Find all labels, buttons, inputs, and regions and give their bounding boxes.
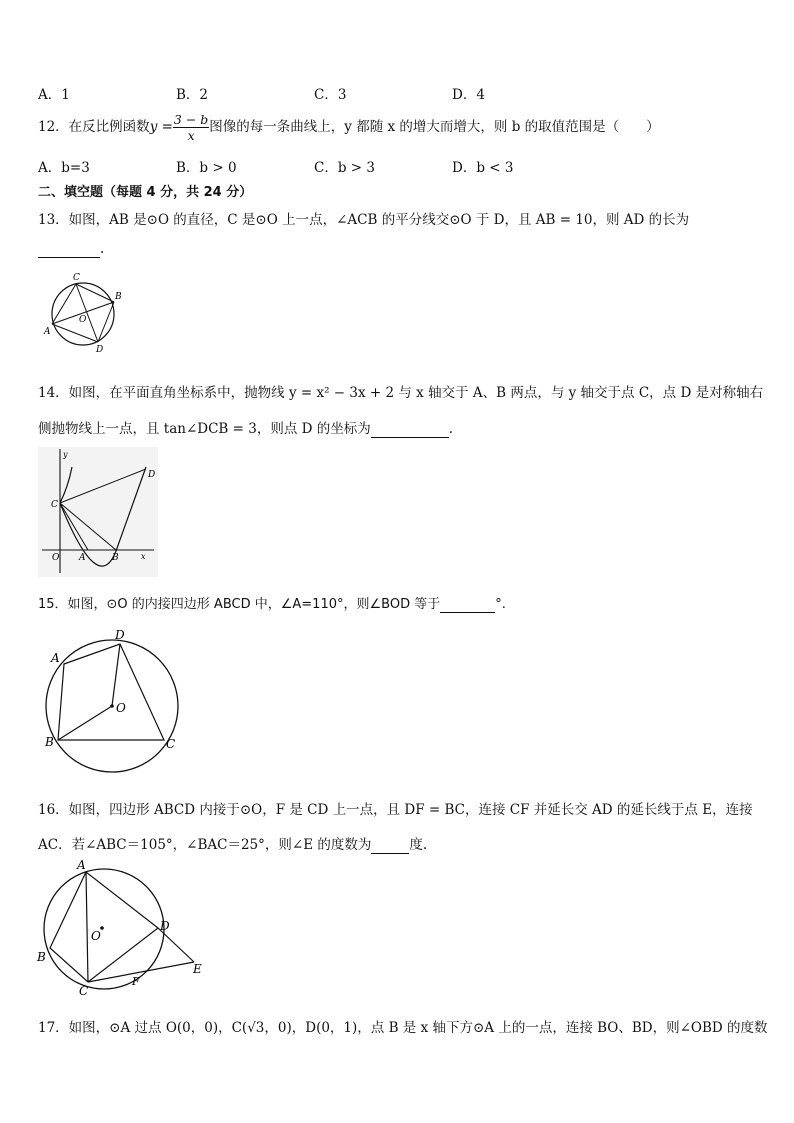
q15-label-c: C	[166, 737, 176, 751]
q14-label-d: D	[148, 470, 156, 480]
q12-prefix: 12．在反比例函数	[38, 119, 150, 135]
q13-period: .	[100, 241, 105, 257]
q13-figure	[38, 268, 128, 356]
q13-label-c: C	[73, 273, 80, 283]
q14-figure	[38, 447, 158, 577]
q11-option-a: A．1	[38, 87, 70, 103]
q14-label-c: C	[51, 500, 58, 510]
q16-answer-blank	[371, 837, 409, 854]
q11-option-c: C．3	[314, 87, 347, 103]
q16-label-c: C	[79, 984, 89, 996]
q13-answer-blank	[38, 241, 100, 258]
q17-stem: 17．如图，⊙A 过点 O(0，0)，C(√3，0)，D(0，1)，点 B 是 x 轴下方⊙A 上的一点，连接 BO、BD，则∠OBD 的度数	[38, 1020, 768, 1036]
q15-line1-text: 15．如图，⊙O 的内接四边形 ABCD 中，∠A=110°，则∠BOD 等于	[38, 597, 441, 612]
q16-figure	[36, 858, 212, 996]
q15-figure	[38, 624, 188, 776]
q16-unit: 度.	[409, 837, 428, 853]
q16-label-d: D	[160, 919, 170, 933]
q15-label-o: O	[116, 701, 126, 715]
q12-function-lhs: y =	[149, 119, 173, 135]
q12-option-a: A．b=3	[38, 160, 90, 176]
q14-label-x: x	[141, 552, 146, 561]
q12-stem	[38, 110, 660, 144]
q13-answer-line	[38, 241, 104, 258]
q14-stem-line2	[38, 417, 453, 438]
q16-line2-text: AC．若∠ABC＝105°，∠BAC＝25°，则∠E 的度数为	[38, 837, 372, 853]
q13-label-a: A	[44, 327, 51, 337]
q15-stem	[38, 593, 506, 613]
q16-label-a: A	[77, 858, 86, 872]
q14-label-o: O	[52, 553, 60, 563]
q14-period: .	[448, 421, 454, 437]
q14-label-b: B	[112, 553, 119, 563]
q15-degree: °.	[495, 597, 506, 612]
q14-stem-line1: 14．如图，在平面直角坐标系中，抛物线 y = x² − 3x + 2 与 x 轴交于 A、B 两点，与 y 轴交于点 C，点 D 是对称轴右	[38, 385, 764, 401]
q13-label-d: D	[96, 345, 104, 355]
q14-line2-text: 侧抛物线上一点，且 tan∠DCB = 3，则点 D 的坐标为	[38, 421, 371, 437]
q15-label-b: B	[45, 735, 54, 749]
q16-stem-line2	[38, 833, 427, 854]
q11-option-b: B．2	[176, 87, 209, 103]
q16-label-e: E	[193, 962, 202, 976]
q15-label-a: A	[51, 651, 60, 665]
q12-fraction	[173, 112, 209, 143]
q13-stem: 13．如图，AB 是⊙O 的直径，C 是⊙O 上一点，∠ACB 的平分线交⊙O 于 D，且 AB = 10，则 AD 的长为	[38, 212, 690, 228]
q15-label-d: D	[115, 628, 125, 642]
q12-suffix: 图像的每一条曲线上，y 都随 x 的增大而增大，则 b 的取值范围是（ ）	[209, 119, 660, 135]
q12-fraction-numerator: 3 − b	[173, 112, 209, 127]
q11-option-d: D．4	[452, 87, 485, 103]
q13-label-b: B	[115, 292, 122, 302]
q12-option-d: D．b < 3	[452, 160, 514, 176]
q12-option-c: C．b > 3	[314, 160, 375, 176]
q15-answer-blank	[440, 597, 495, 613]
q13-label-o: O	[79, 315, 87, 325]
q16-stem-line1: 16．如图，四边形 ABCD 内接于⊙O，F 是 CD 上一点，且 DF = BC，连接 CF 并延长交 AD 的延长线于点 E，连接	[38, 802, 753, 818]
q14-label-a: A	[79, 553, 86, 563]
q14-label-y: y	[63, 450, 68, 459]
q12-option-b: B．b > 0	[176, 160, 237, 176]
q16-label-f: F	[132, 975, 140, 988]
q16-label-o: O	[91, 929, 101, 943]
q12-fraction-denominator: x	[187, 128, 195, 143]
q16-label-b: B	[37, 950, 46, 964]
section-2-title: 二、填空题（每题 4 分，共 24 分）	[38, 185, 253, 200]
q14-answer-blank	[371, 421, 449, 438]
